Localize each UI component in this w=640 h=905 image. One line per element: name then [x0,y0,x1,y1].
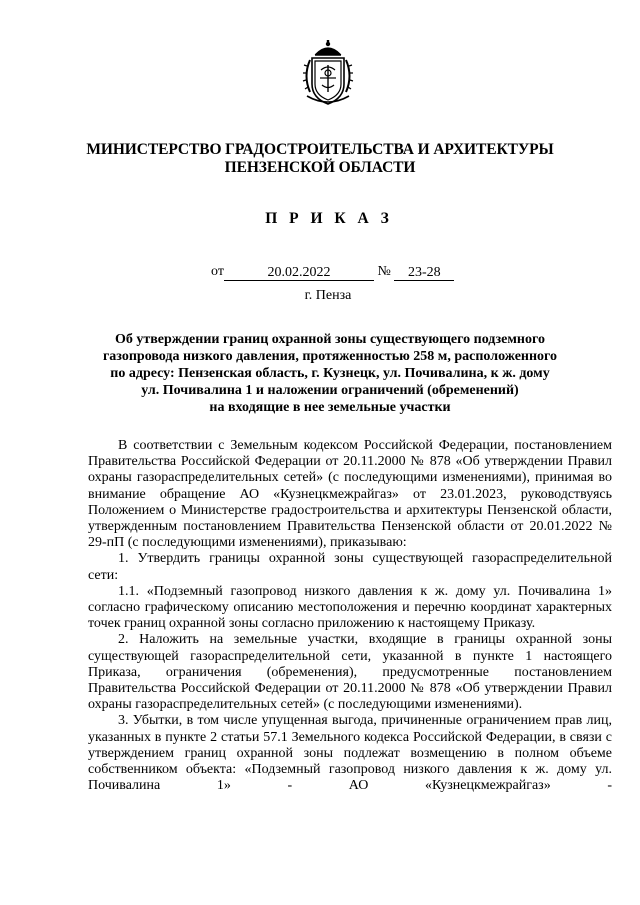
order-date-number-line [211,263,454,281]
title-line-5: на входящие в нее земельные участки [209,400,451,415]
title-line-4: ул. Почивалина 1 и наложении ограничений (обременений) [141,383,519,398]
order-city: г. Пенза [304,288,352,303]
body-paragraph-preamble: В соответствии с Земельным кодексом Российской Федерации, постановлением Правительства Российской Федерации от 20.11.2000 № 878 «Об утверждении Правил охраны газораспределительных сетей» (с последующими изменениями), принимая во внимание обращение АО «Кузнецкмежрайгаз» от 23.01.2023, руководствуясь Положением о Министерстве градостроительства и архитектуры Пензенской области, утвержденным постановлением Правительства Пензенской области от 20.01.2022 № 29-пП (с последующими изменениями), приказываю: [88,438,612,551]
number-label: № [377,264,391,279]
order-date: 20.02.2022 [224,264,374,281]
body-paragraph-item-1: 1. Утвердить границы охранной зоны существующей газораспределительной сети: [88,551,612,583]
order-title [60,331,600,416]
document-type-heading: П Р И К А З [265,210,393,227]
order-number: 23-28 [394,264,454,281]
body-paragraph-item-3: 3. Убытки, в том числе упущенная выгода, причиненные ограничением прав лиц, указанных в пункте 2 статьи 57.1 Земельного кодекса Российской Федерации, в связи с утверждением границ охранной зоны подлежат возмещению в полном объеме собственником объекта: «Подземный газопровод низкого давления к ж. дому ул. Почивалина 1» - АО «Кузнецкмежрайгаз» - [88,713,612,794]
ministry-name-line-2: ПЕНЗЕНСКОЙ ОБЛАСТИ [224,159,416,176]
body-paragraph-item-2: 2. Наложить на земельные участки, входящие в границы охранной зоны существующей газораспределительной сети, указанной в пункте 1 настоящего Приказа, ограничения (обременения), предусмотренные постановлением Правительства Российской Федерации от 20.11.2000 № 878 «Об утверждении Правил охраны газораспределительных сетей» (с последующими изменениями). [88,632,612,713]
order-body [88,438,612,794]
penza-coat-of-arms-icon [301,40,355,106]
body-paragraph-item-1-1: 1.1. «Подземный газопровод низкого давления к ж. дому ул. Почивалина 1» согласно графическому описанию местоположения и перечню координат характерных точек границ охранной зоны согласно приложению к настоящему Приказу. [88,583,612,632]
from-label: от [211,264,224,279]
title-line-3: по адресу: Пензенская область, г. Кузнецк, ул. Почивалина, к ж. дому [110,366,550,381]
ministry-name-line-1: МИНИСТЕРСТВО ГРАДОСТРОИТЕЛЬСТВА И АРХИТЕКТУРЫ [86,141,554,158]
ministry-header [0,141,640,177]
title-line-1: Об утверждении границ охранной зоны существующего подземного [114,332,545,347]
title-line-2: газопровода низкого давления, протяженностью 258 м, расположенного [102,349,558,364]
